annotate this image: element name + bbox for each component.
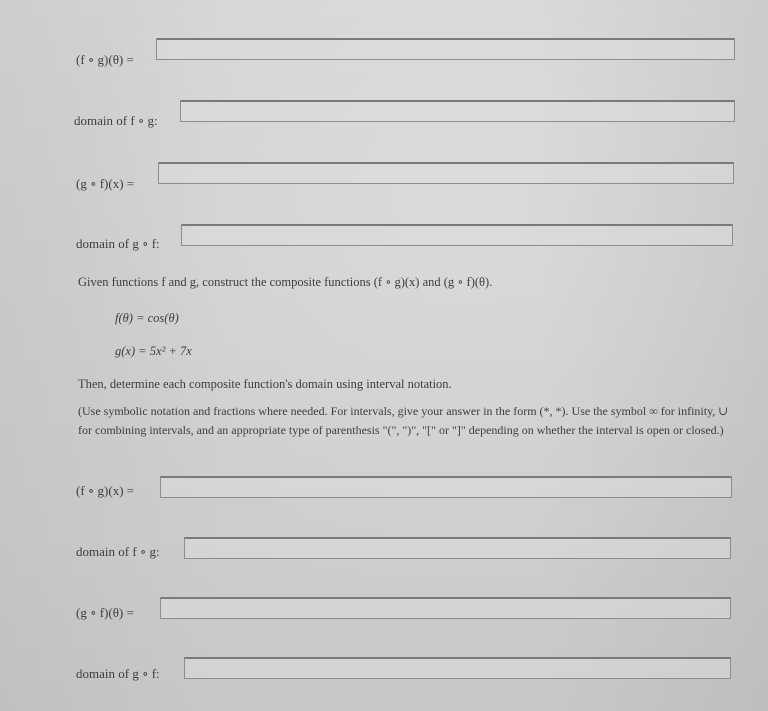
domain-gf-bottom-row (76, 666, 160, 682)
fg-x-label: (f ∘ g)(x) = (76, 483, 135, 498)
problem-intro: Given functions f and g, construct the composite functions (f ∘ g)(x) and (g ∘ f)(θ). (78, 275, 493, 289)
domain-fg-top-row (74, 113, 158, 129)
instructions-text: (Use symbolic notation and fractions where needed. For intervals, give your answer in the form (*, *). Use the symbol ∞ for infinity, ∪ for combining intervals, and an appropriate type of parenthesis "(", ")", "[" or "]" depending on whether the interval is open or closed.) (78, 404, 729, 437)
domain-fg-bottom-input[interactable] (184, 537, 731, 559)
domain-gf-bottom-input[interactable] (184, 657, 731, 679)
g-definition: g(x) = 5x² + 7x (115, 344, 192, 358)
fg-x-row (76, 483, 134, 499)
gf-x-row (76, 176, 134, 192)
domain-gf-top-label: domain of g ∘ f: (76, 236, 160, 251)
gf-x-label: (g ∘ f)(x) = (76, 176, 135, 191)
gf-theta-label: (g ∘ f)(θ) = (76, 605, 134, 620)
fg-theta-row (76, 52, 134, 68)
domain-fg-top-label: domain of f ∘ g: (74, 113, 158, 128)
gf-theta-input[interactable] (160, 597, 731, 619)
fg-theta-label: (f ∘ g)(θ) = (76, 52, 134, 67)
domain-fg-bottom-label: domain of f ∘ g: (76, 544, 160, 559)
f-definition: f(θ) = cos(θ) (115, 311, 179, 325)
domain-gf-top-input[interactable] (181, 224, 733, 246)
domain-gf-bottom-label: domain of g ∘ f: (76, 666, 160, 681)
fg-x-input[interactable] (160, 476, 732, 498)
fg-theta-input[interactable] (156, 38, 735, 60)
domain-fg-top-input[interactable] (180, 100, 735, 122)
gf-x-input[interactable] (158, 162, 734, 184)
gf-theta-row (76, 605, 134, 621)
then-text: Then, determine each composite function's domain using interval notation. (78, 377, 452, 391)
domain-gf-top-row (76, 236, 160, 252)
domain-fg-bottom-row (76, 544, 160, 560)
